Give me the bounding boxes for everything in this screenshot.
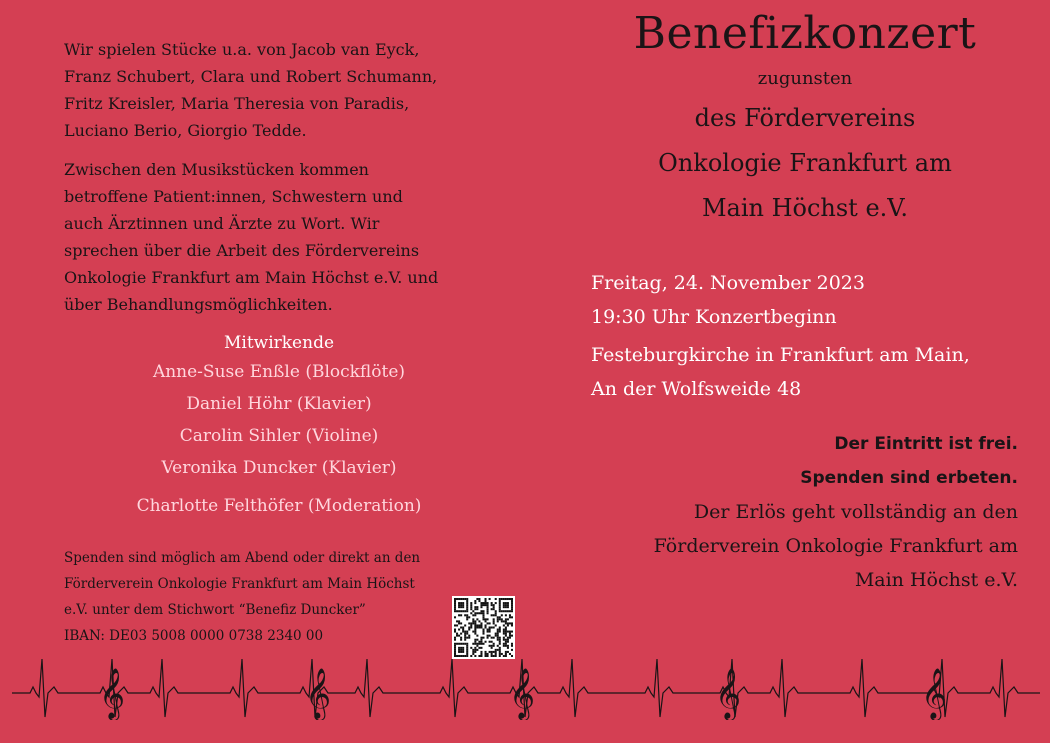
about-paragraph xyxy=(64,156,504,318)
proceeds-line: Main Höchst e.V. xyxy=(854,569,1018,591)
text-line: Onkologie Frankfurt am Main Höchst e.V. und xyxy=(64,268,439,287)
organization-line: des Fördervereins xyxy=(694,104,916,132)
page-title: Benefizkonzert xyxy=(633,8,977,59)
performer: Anne-Suse Enßle (Blockflöte) xyxy=(152,362,406,382)
performer: Veronika Duncker (Klavier) xyxy=(161,458,397,478)
performer: Daniel Höhr (Klavier) xyxy=(186,394,372,414)
admission-info xyxy=(568,427,1018,597)
text-line: Zwischen den Musikstücken kommen xyxy=(64,160,369,179)
credits xyxy=(64,330,494,522)
text-line: Wir spielen Stücke u.a. von Jacob van Eyck, xyxy=(64,40,420,59)
event-time: 19:30 Uhr Konzertbeginn xyxy=(591,306,837,328)
treble-clef-icon: 𝄞 xyxy=(920,668,948,719)
left-column xyxy=(64,36,504,522)
text-line: auch Ärztinnen und Ärzte zu Wort. Wir xyxy=(64,214,380,233)
event-details xyxy=(591,266,1031,406)
text-line: Spenden sind möglich am Abend oder direkt an den xyxy=(64,550,421,566)
venue-name: Festeburgkirche in Frankfurt am Main, xyxy=(591,344,970,366)
event-date: Freitag, 24. November 2023 xyxy=(591,272,865,294)
qr-code-graphic xyxy=(454,598,513,657)
text-line: Franz Schubert, Clara und Robert Schumann, xyxy=(64,67,438,86)
text-line: betroffene Patient:innen, Schwestern und xyxy=(64,187,403,206)
text-line: e.V. unter dem Stichwort “Benefiz Duncker” xyxy=(64,602,366,618)
treble-clef-icon: 𝄞 xyxy=(508,668,536,719)
text-line: Förderverein Onkologie Frankfurt am Main Höchst xyxy=(64,576,415,592)
heartbeat-line-icon xyxy=(0,650,1050,720)
treble-clef-icon: 𝄞 xyxy=(714,668,742,719)
admission-text: Der Eintritt ist frei. xyxy=(834,434,1018,454)
moderator: Charlotte Felthöfer (Moderation) xyxy=(136,496,422,516)
donation-info xyxy=(64,545,504,649)
subtitle: zugunsten xyxy=(757,68,853,89)
event-heading xyxy=(560,6,1050,231)
text-line: über Behandlungsmöglichkeiten. xyxy=(64,295,333,314)
proceeds-line: Förderverein Onkologie Frankfurt am xyxy=(653,535,1018,557)
organization-line: Main Höchst e.V. xyxy=(701,194,909,222)
performer: Carolin Sihler (Violine) xyxy=(179,426,379,446)
treble-clef-icon: 𝄞 xyxy=(98,668,126,719)
organization-line: Onkologie Frankfurt am xyxy=(658,149,952,177)
text-line: Luciano Berio, Giorgio Tedde. xyxy=(64,121,307,140)
text-line: Fritz Kreisler, Maria Theresia von Paradis, xyxy=(64,94,410,113)
credits-heading: Mitwirkende xyxy=(223,333,335,353)
treble-clef-icon: 𝄞 xyxy=(304,668,332,719)
text-line: sprechen über die Arbeit des Fördervereins xyxy=(64,241,420,260)
iban: IBAN: DE03 5008 0000 0738 2340 00 xyxy=(64,628,324,644)
donation-request: Spenden sind erbeten. xyxy=(800,468,1018,488)
proceeds-line: Der Erlös geht vollständig an den xyxy=(693,501,1018,523)
composers-paragraph xyxy=(64,36,504,144)
venue-address: An der Wolfsweide 48 xyxy=(591,378,802,400)
